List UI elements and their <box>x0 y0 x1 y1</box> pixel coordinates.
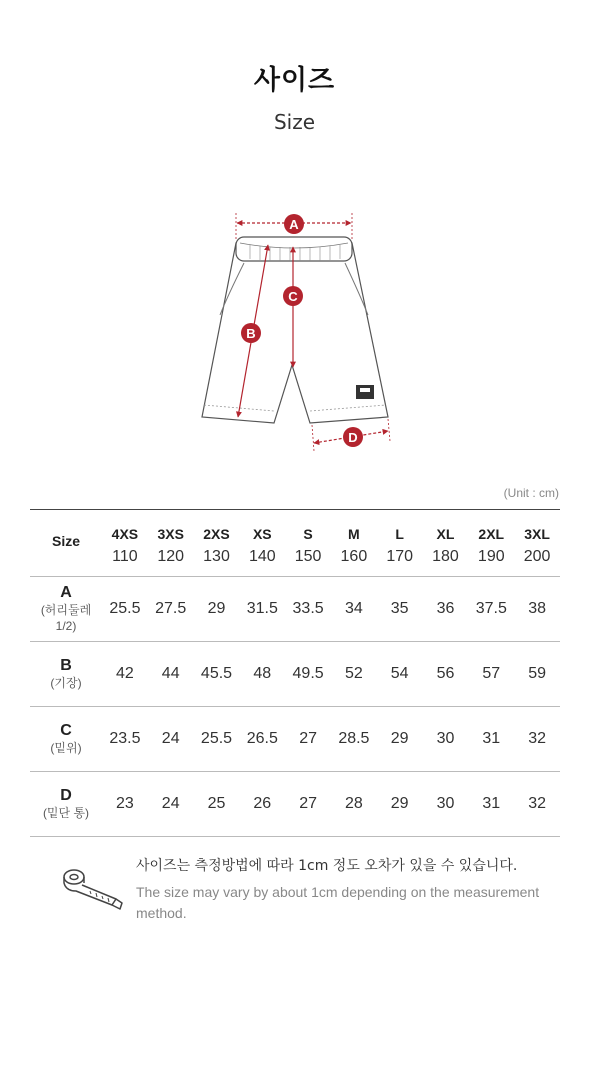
table-cell: 27 <box>285 707 331 772</box>
marker-c: C <box>288 289 298 304</box>
size-height: 190 <box>477 548 505 565</box>
table-cell: 33.5 <box>285 577 331 642</box>
size-height: 180 <box>432 548 459 565</box>
size-column-header: Size <box>30 510 102 577</box>
table-cell: 31.5 <box>239 577 285 642</box>
size-table <box>30 509 560 837</box>
table-cell: 32 <box>514 772 560 837</box>
size-name: 2XS <box>194 510 240 547</box>
row-description: (밑위) <box>50 741 82 755</box>
table-cell: 24 <box>148 772 194 837</box>
table-cell: 30 <box>423 772 469 837</box>
note-english: The size may vary by about 1cm depending on the measurement method. <box>136 884 540 921</box>
table-cell: 44 <box>148 642 194 707</box>
size-height: 110 <box>112 548 138 565</box>
row-letter: B <box>60 657 72 674</box>
table-row <box>30 642 560 707</box>
marker-a: A <box>289 217 299 232</box>
table-cell: 29 <box>377 707 423 772</box>
size-name: S <box>285 510 331 547</box>
table-cell: 37.5 <box>468 577 514 642</box>
table-cell: 32 <box>514 707 560 772</box>
table-cell: 24 <box>148 707 194 772</box>
table-cell: 54 <box>377 642 423 707</box>
table-cell: 25.5 <box>194 707 240 772</box>
table-cell: 48 <box>239 642 285 707</box>
marker-b: B <box>246 326 256 341</box>
row-label <box>30 577 102 642</box>
table-cell: 27.5 <box>148 577 194 642</box>
table-cell: 49.5 <box>285 642 331 707</box>
table-cell: 56 <box>423 642 469 707</box>
size-height: 130 <box>203 548 230 565</box>
size-height: 170 <box>386 548 414 565</box>
table-cell: 36 <box>423 577 469 642</box>
table-cell: 29 <box>194 577 240 642</box>
table-cell: 28 <box>331 772 377 837</box>
page-subtitle: Size <box>273 110 316 134</box>
size-name: XL <box>423 510 469 547</box>
table-cell: 52 <box>331 642 377 707</box>
height-header-row <box>30 546 560 577</box>
table-cell: 23 <box>102 772 148 837</box>
table-cell: 35 <box>377 577 423 642</box>
page-title: 사이즈 <box>253 65 336 96</box>
size-height: 160 <box>340 548 368 565</box>
marker-d: D <box>348 430 358 445</box>
row-label <box>30 707 102 772</box>
table-cell: 29 <box>377 772 423 837</box>
table-cell: 25.5 <box>102 577 148 642</box>
table-cell: 42 <box>102 642 148 707</box>
size-name: 4XS <box>102 510 148 547</box>
table-row <box>30 772 560 837</box>
table-cell: 27 <box>285 772 331 837</box>
size-name: 2XL <box>468 510 514 547</box>
table-cell: 23.5 <box>102 707 148 772</box>
size-name: 3XL <box>514 510 560 547</box>
shorts-diagram <box>190 205 405 460</box>
row-letter: A <box>60 584 72 601</box>
unit-label: (Unit : cm) <box>503 486 559 500</box>
table-row <box>30 577 560 642</box>
size-name: XS <box>239 510 285 547</box>
table-row <box>30 707 560 772</box>
table-cell: 31 <box>468 707 514 772</box>
table-cell: 28.5 <box>331 707 377 772</box>
size-height: 200 <box>523 548 551 565</box>
table-cell: 26.5 <box>239 707 285 772</box>
table-cell: 31 <box>468 772 514 837</box>
size-name: 3XS <box>148 510 194 547</box>
size-header-row <box>30 510 560 547</box>
size-height: 120 <box>157 548 185 565</box>
table-cell: 30 <box>423 707 469 772</box>
note-korean: 사이즈는 측정방법에 따라 1cm 정도 오차가 있을 수 있습니다. <box>136 858 518 874</box>
size-height: 140 <box>248 548 276 565</box>
row-description: (허리둘레 1/2) <box>40 603 92 633</box>
row-description: (밑단 통) <box>42 806 90 820</box>
measuring-tape-icon <box>60 861 126 917</box>
size-name: M <box>331 510 377 547</box>
size-name: L <box>377 510 423 547</box>
table-cell: 34 <box>331 577 377 642</box>
row-description: (기장) <box>50 676 82 690</box>
table-cell: 26 <box>239 772 285 837</box>
row-label <box>30 642 102 707</box>
table-cell: 25 <box>194 772 240 837</box>
row-letter: C <box>60 722 72 739</box>
table-cell: 57 <box>468 642 514 707</box>
table-cell: 38 <box>514 577 560 642</box>
table-cell: 45.5 <box>194 642 240 707</box>
size-height: 150 <box>294 548 322 565</box>
row-letter: D <box>60 787 72 804</box>
row-label <box>30 772 102 837</box>
table-cell: 59 <box>514 642 560 707</box>
